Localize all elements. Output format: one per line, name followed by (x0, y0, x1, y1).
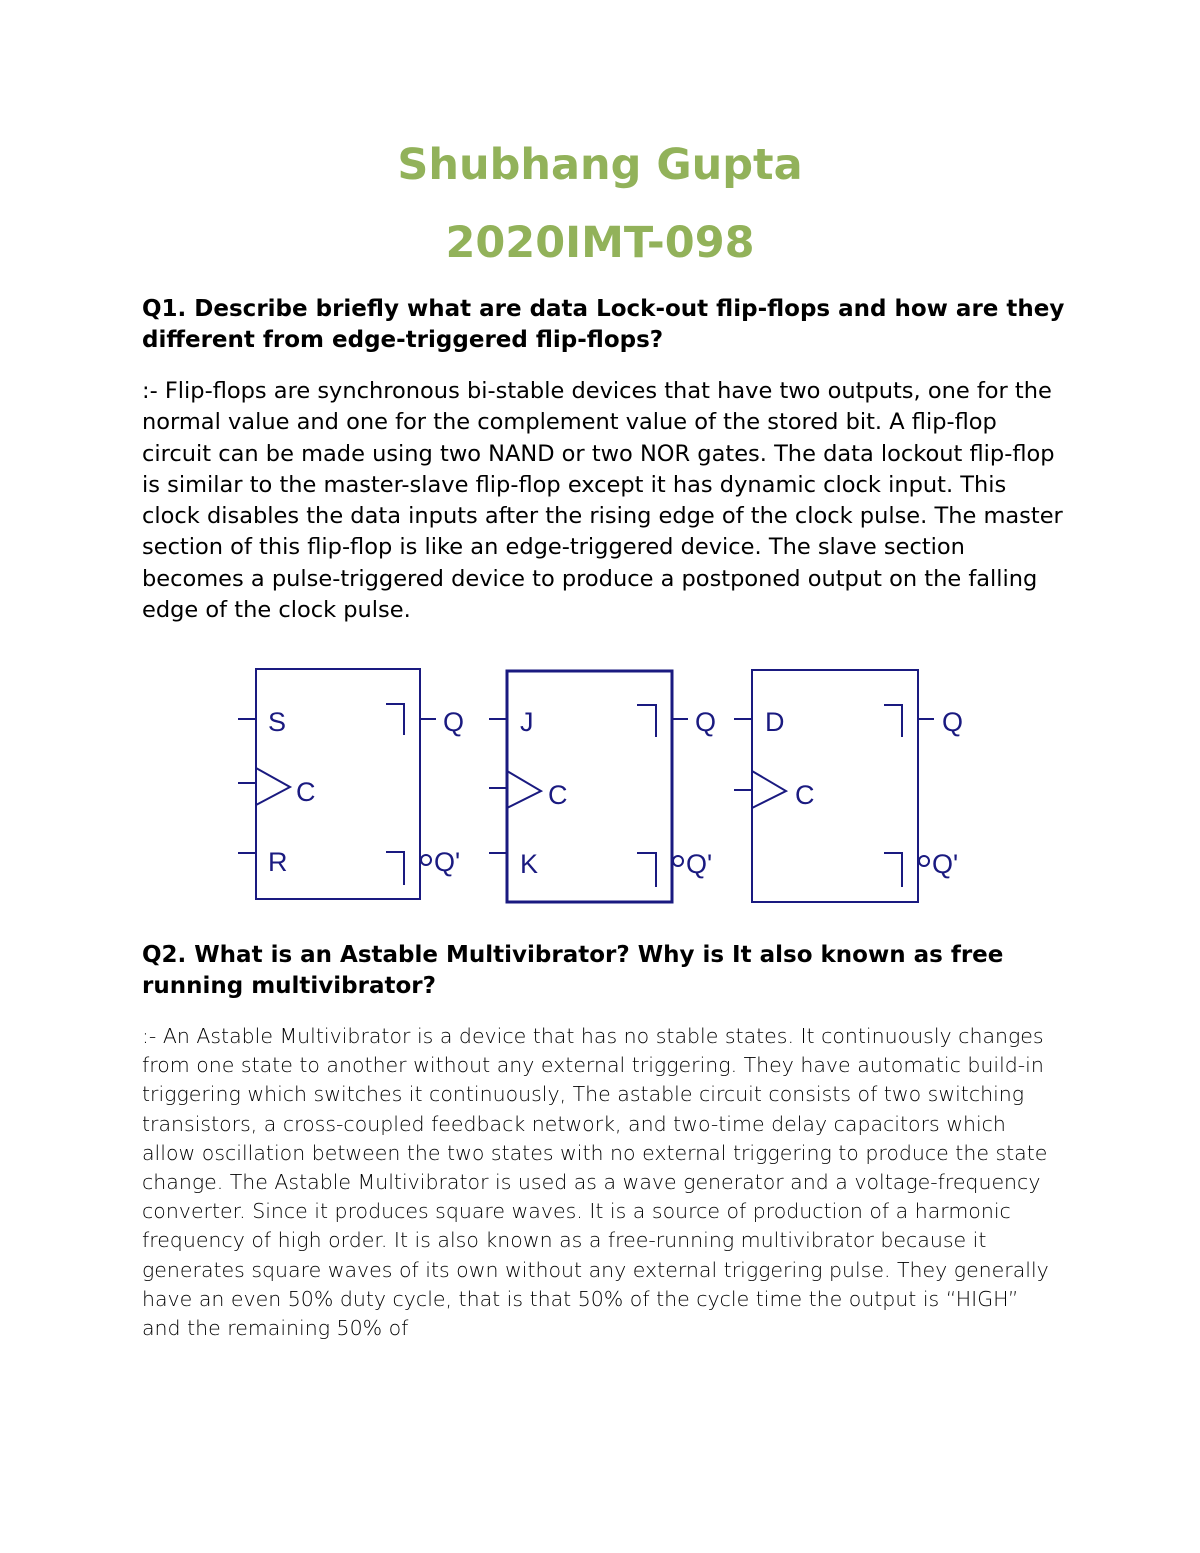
sr-q-bracket (386, 704, 404, 735)
d-q-bracket (884, 705, 902, 737)
sr-label-c: C (296, 777, 316, 807)
d-label-c: C (795, 780, 815, 810)
jk-label-k: K (520, 849, 539, 879)
jk-qbar-bracket (637, 853, 656, 887)
sr-qbar-bubble (421, 855, 431, 865)
jk-q-bracket (637, 705, 656, 737)
author-name: Shubhang Gupta (397, 140, 803, 190)
sr-clock-triangle (256, 768, 290, 805)
jk-label-j: J (520, 707, 534, 737)
jk-clock-triangle (507, 771, 541, 808)
sr-qbar-bracket (386, 852, 404, 885)
d-label-q: Q (942, 707, 964, 737)
sr-label-qbar: Q' (434, 847, 461, 877)
d-clock-triangle (752, 771, 786, 808)
d-qbar-bracket (884, 853, 902, 887)
flip-flop-diagram (0, 655, 1200, 915)
sr-label-r: R (268, 847, 288, 877)
sr-label-q: Q (443, 707, 465, 737)
jk-label-qbar: Q' (686, 849, 713, 879)
answer-1: :- Flip-flops are synchronous bi-stable devices that have two outputs, one for the normal value and one for the complement value of the stored bit. A flip-flop circuit can be made using two NAND or two NOR gates. The data lockout flip-flop is similar to the master-slave flip-flop except it has dynamic clock input. This clock disables the data inputs after the rising edge of the clock pulse. The master section of this flip-flop is like an edge-triggered device. The slave section becomes a pulse-triggered device to produce a postponed output on the falling edge of the clock pulse. (142, 378, 1063, 624)
d-label-qbar: Q' (932, 849, 959, 879)
d-label-d: D (765, 707, 785, 737)
d-qbar-bubble (919, 856, 929, 866)
jk-qbar-bubble (673, 856, 683, 866)
question-1: Q1. Describe briefly what are data Lock-out flip-flops and how are they different from edge-triggered flip-flops? (142, 296, 1065, 353)
sr-label-s: S (268, 707, 287, 737)
question-2: Q2. What is an Astable Multivibrator? Why is It also known as free running multivibrator? (142, 942, 1004, 999)
jk-label-q: Q (695, 707, 717, 737)
roll-number: 2020IMT-098 (445, 218, 755, 268)
answer-2: :- An Astable Multivibrator is a device that has no stable states. It continuously changes from one state to another without any external triggering. They have automatic build-in triggering which switches it continuously, The astable circuit consists of two switching transistors, a cross-coupled feedback network, and two-time delay capacitors which allow oscillation between the two states with no external triggering to produce the state change. The Astable Multivibrator is used as a wave generator and a voltage-frequency converter. Since it produces square waves. It is a source of production of a harmonic frequency of high order. It is also known as a free-running multivibrator because it generates square waves of its own without any external triggering pulse. They generally have an even 50% duty cycle, that is that 50% of the cycle time the output is “HIGH” and the remaining 50% of (142, 1024, 1049, 1341)
jk-label-c: C (548, 780, 568, 810)
